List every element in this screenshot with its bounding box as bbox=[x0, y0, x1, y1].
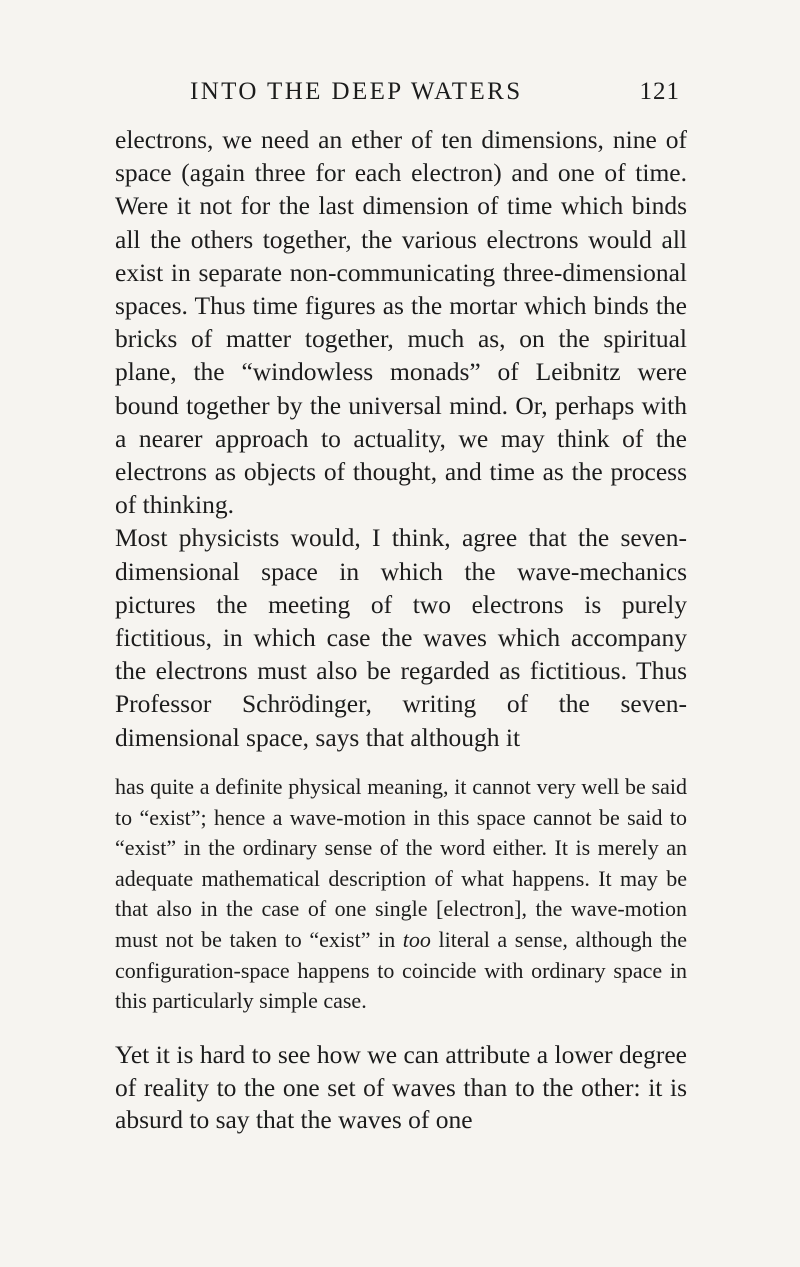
quote-text-start: has quite a definite physical meaning, it cannot very well be said to “exist”; hence a wave-motion in this space cannot be said to “exist” in the ordinary sense of the word either. It is merely an adequate mathematical description of what happens. It may be that also in the case of one single [electron], the wave-motion must not be taken to “exist” in bbox=[115, 774, 687, 952]
block-quote bbox=[115, 772, 687, 1017]
chapter-title: INTO THE DEEP WATERS bbox=[190, 78, 523, 105]
paragraph-3: Yet it is hard to see how we can attribute a lower degree of reality to the one set of waves than to the other: it is absurd to say that the waves of one bbox=[115, 1040, 687, 1134]
paragraph-2: Most physicists would, I think, agree that the seven-dimensional space in which the wave-mechanics pictures the meeting of two electrons is purely fictitious, in which case the waves which accompany the electrons must also be regarded as fictitious. Thus Professor Schrödinger, writing of the seven-dimensional space, says that although it bbox=[115, 523, 687, 752]
running-head bbox=[190, 72, 680, 112]
quote-text-end: literal a sense, although the configuration-space happens to coincide with ordinary space in this particularly simple case. bbox=[115, 926, 687, 1014]
quote-italic-word: too bbox=[402, 926, 431, 952]
paragraph-1: electrons, we need an ether of ten dimensions, nine of space (again three for each electron) and one of time. Were it not for the last dimension of time which binds all the others together, the various electrons would all exist in separate non-communicating three-dimensional spaces. Thus time figures as the mortar which binds the bricks of matter together, much as, on the spiritual plane, the “windowless monads” of Leibnitz were bound together by the universal mind. Or, perhaps with a nearer approach to actuality, we may think of the electrons as objects of thought, and time as the process of thinking. bbox=[115, 125, 687, 520]
main-text-block bbox=[115, 123, 687, 754]
page-number: 121 bbox=[639, 78, 680, 105]
